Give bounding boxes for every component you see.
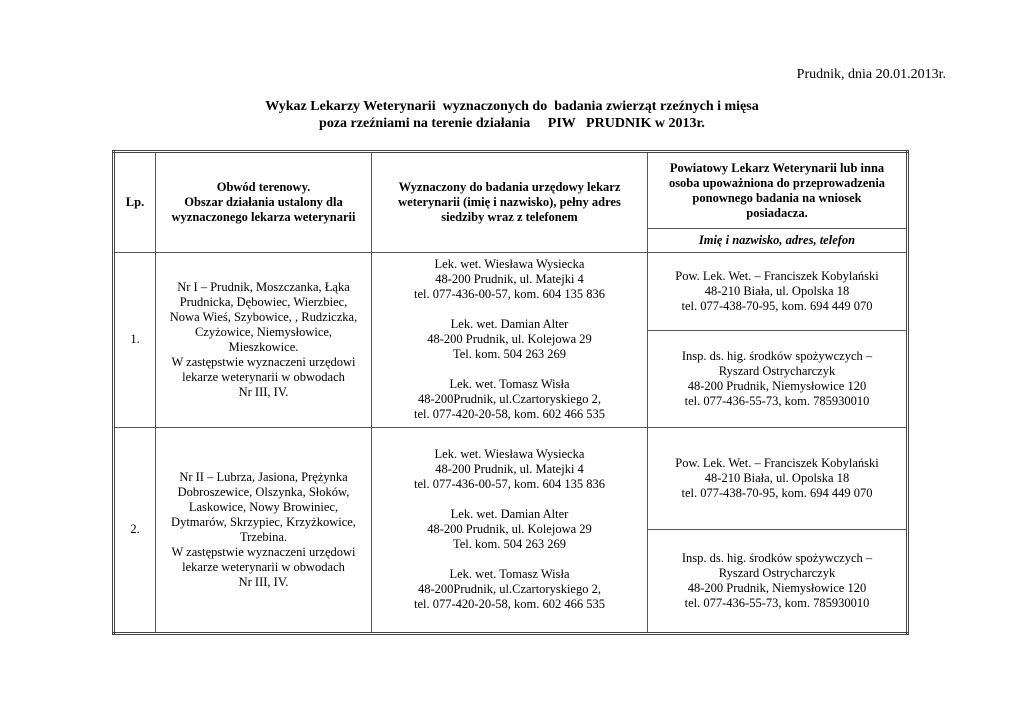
header-vet-line: Wyznaczony do badania urzędowy lekarz bbox=[398, 179, 621, 194]
spacer bbox=[376, 362, 643, 377]
inspector-line: Insp. ds. hig. środków spożywczych – bbox=[681, 551, 873, 566]
header-area-line: Obszar działania ustalony dla bbox=[184, 194, 343, 209]
document-date: Prudnik, dnia 20.01.2013r. bbox=[796, 67, 946, 82]
header-vet bbox=[372, 152, 648, 253]
row-1-lp: 1. bbox=[114, 252, 156, 427]
vet-line: 48-200Prudnik, ul.Czartoryskiego 2, bbox=[418, 392, 601, 407]
title-line-1: Wykaz Lekarzy Weterynarii wyznaczonych do badania zwierząt rzeźnych i mięsa bbox=[265, 99, 759, 114]
row-2-area bbox=[156, 427, 372, 633]
county-line: 48-210 Biała, ul. Opolska 18 bbox=[704, 471, 850, 485]
inspector-line: tel. 077-436-55-73, kom. 785930010 bbox=[684, 393, 870, 408]
county-line: Pow. Lek. Wet. – Franciszek Kobylański bbox=[675, 456, 879, 470]
vet-line: Tel. kom. 504 263 269 bbox=[452, 537, 566, 552]
inspector-line: tel. 077-436-55-73, kom. 785930010 bbox=[684, 596, 870, 611]
area-line: Nr III, IV. bbox=[238, 574, 289, 589]
header-area-line: wyznaczonego lekarza weterynarii bbox=[171, 209, 356, 224]
header-area-line: Obwód terenowy. bbox=[216, 179, 311, 194]
vet-line: 48-200 Prudnik, ul. Matejki 4 bbox=[435, 272, 584, 287]
area-line: Czyżowice, Niemysłowice, bbox=[194, 324, 333, 339]
inspector-line: 48-200 Prudnik, Niemysłowice 120 bbox=[687, 581, 867, 596]
vet-line: 48-200 Prudnik, ul. Kolejowa 29 bbox=[427, 522, 592, 537]
vet-line: Lek. wet. Damian Alter bbox=[450, 317, 569, 332]
vet-line: Lek. wet. Tomasz Wisła bbox=[449, 567, 570, 582]
county-line: tel. 077-438-70-95, kom. 694 449 070 bbox=[681, 486, 873, 500]
vet-line: tel. 077-436-00-57, kom. 604 135 836 bbox=[414, 477, 605, 492]
header-county-line: posiadacza. bbox=[746, 205, 808, 220]
area-line: Nr II – Lubrza, Jasiona, Prężynka bbox=[179, 469, 348, 484]
area-line: Trzebina. bbox=[239, 529, 288, 544]
vet-line: Tel. kom. 504 263 269 bbox=[452, 347, 566, 362]
veterinarian-table bbox=[112, 150, 909, 635]
row-1-vets bbox=[372, 252, 648, 427]
vet-line: Lek. wet. Damian Alter bbox=[450, 507, 569, 522]
header-county-line: Powiatowy Lekarz Weterynarii lub inna bbox=[669, 160, 885, 175]
vet-line: 48-200 Prudnik, ul. Matejki 4 bbox=[435, 462, 584, 477]
county-line: Pow. Lek. Wet. – Franciszek Kobylański bbox=[675, 268, 879, 283]
title-line-2: poza rzeźniami na terenie działania PIW PRUDNIK w 2013r. bbox=[319, 116, 705, 131]
header-county-sub: Imię i nazwisko, adres, telefon bbox=[648, 229, 908, 252]
document-title bbox=[0, 98, 1024, 132]
area-line: lekarze weterynarii w obwodach bbox=[182, 559, 345, 574]
header-area bbox=[156, 152, 372, 253]
area-line: lekarze weterynarii w obwodach bbox=[182, 369, 345, 384]
vet-line: tel. 077-436-00-57, kom. 604 135 836 bbox=[414, 287, 605, 302]
inspector-line: Ryszard Ostrycharczyk bbox=[718, 566, 836, 581]
row-2-inspector bbox=[648, 530, 908, 634]
header-county-line: ponownego badania na wniosek bbox=[692, 190, 862, 205]
vet-line: 48-200Prudnik, ul.Czartoryskiego 2, bbox=[418, 582, 601, 597]
header-lp: Lp. bbox=[114, 152, 156, 253]
area-line: Prudnicka, Dębowiec, Wierzbiec, bbox=[179, 294, 348, 309]
row-2-lp: 2. bbox=[114, 427, 156, 633]
vet-line: tel. 077-420-20-58, kom. 602 466 535 bbox=[414, 597, 605, 612]
vet-line: 48-200 Prudnik, ul. Kolejowa 29 bbox=[427, 332, 592, 347]
area-line: W zastępstwie wyznaczeni urzędowi bbox=[171, 354, 356, 369]
inspector-line: 48-200 Prudnik, Niemysłowice 120 bbox=[687, 378, 867, 393]
county-line: tel. 077-438-70-95, kom. 694 449 070 bbox=[681, 298, 873, 313]
spacer bbox=[376, 492, 643, 507]
header-vet-line: weterynarii (imię i nazwisko), pełny adres bbox=[398, 194, 621, 209]
row-2-vets bbox=[372, 427, 648, 633]
row-1-area bbox=[156, 252, 372, 427]
inspector-line: Ryszard Ostrycharczyk bbox=[718, 363, 836, 378]
row-1-county-vet bbox=[648, 252, 908, 330]
header-county bbox=[648, 152, 908, 229]
area-line: Nr I – Prudnik, Moszczanka, Łąka bbox=[177, 279, 350, 294]
area-line: Nowa Wieś, Szybowice, , Rudziczka, bbox=[169, 309, 358, 324]
row-1-inspector bbox=[648, 331, 908, 428]
spacer bbox=[376, 302, 643, 317]
area-line: W zastępstwie wyznaczeni urzędowi bbox=[171, 544, 356, 559]
county-line: 48-210 Biała, ul. Opolska 18 bbox=[704, 283, 850, 298]
inspector-line: Insp. ds. hig. środków spożywczych – bbox=[681, 348, 873, 363]
header-county-line: osoba upoważniona do przeprowadzenia bbox=[668, 175, 886, 190]
vet-line: Lek. wet. Wiesława Wysiecka bbox=[434, 447, 585, 462]
area-line: Nr III, IV. bbox=[238, 384, 289, 399]
row-2-county-vet bbox=[648, 427, 908, 530]
vet-line: tel. 077-420-20-58, kom. 602 466 535 bbox=[414, 407, 605, 422]
area-line: Dytmarów, Skrzypiec, Krzyżkowice, bbox=[171, 514, 356, 529]
spacer bbox=[376, 552, 643, 567]
header-vet-line: siedziby wraz z telefonem bbox=[441, 209, 578, 224]
vet-line: Lek. wet. Tomasz Wisła bbox=[449, 377, 570, 392]
vet-line: Lek. wet. Wiesława Wysiecka bbox=[434, 257, 585, 272]
area-line: Mieszkowice. bbox=[228, 339, 299, 354]
area-line: Laskowice, Nowy Browiniec, bbox=[188, 499, 339, 514]
area-line: Dobroszewice, Olszynka, Słoków, bbox=[177, 484, 350, 499]
